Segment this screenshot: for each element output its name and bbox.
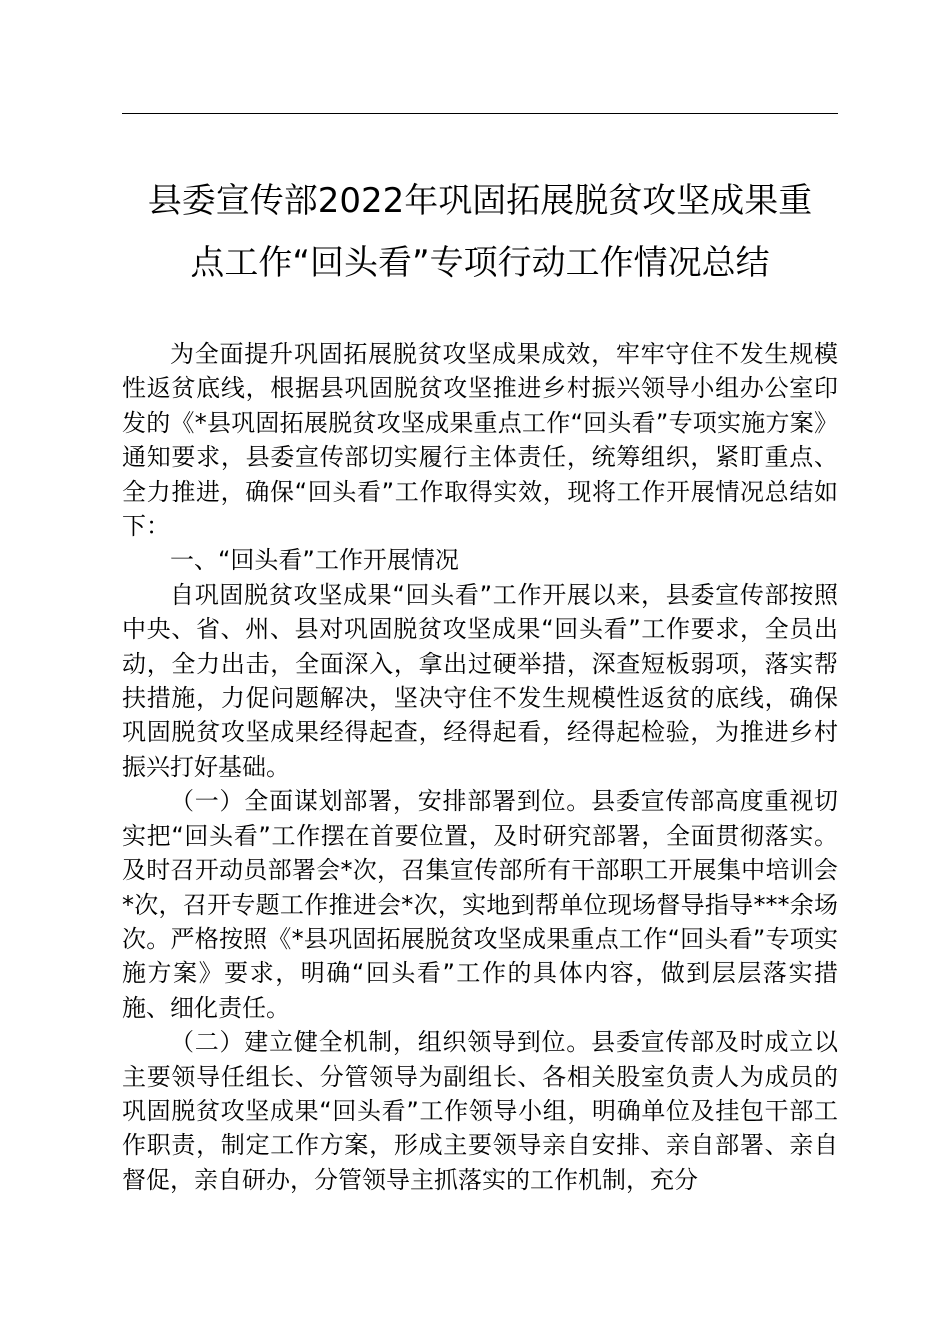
- subsection-1-paragraph: （一）全面谋划部署，安排部署到位。县委宣传部高度重视切实把“回头看”工作摆在首要位置，及时研究部署，全面贯彻落实。及时召开动员部署会*次，召集宣传部所有干部职工开展集中培训会*次，召开专题工作推进会*次，实地到帮单位现场督导指导***余场次。严格按照《*县巩固拓展脱贫攻坚成果重点工作“回头看”专项实施方案》要求，明确“回头看”工作的具体内容，做到层层落实措施、细化责任。: [122, 787, 838, 1022]
- section-heading-1: 一、“回头看”工作开展情况: [170, 546, 459, 575]
- header-rule: [122, 113, 838, 114]
- document-title: [122, 170, 838, 294]
- section-1-paragraph: 自巩固脱贫攻坚成果“回头看”工作开展以来，县委宣传部按照中央、省、州、县对巩固脱贫攻坚成果“回头看”工作要求，全员出动，全力出击，全面深入，拿出过硬举措，深查短板弱项，落实帮扶措施，力促问题解决，坚决守住不发生规模性返贫的底线，确保巩固脱贫攻坚成果经得起查，经得起看，经得起检验，为推进乡村振兴打好基础。: [122, 580, 838, 781]
- intro-paragraph: 为全面提升巩固拓展脱贫攻坚成果成效，牢牢守住不发生规模性返贫底线，根据县巩固脱贫攻坚推进乡村振兴领导小组办公室印发的《*县巩固拓展脱贫攻坚成果重点工作“回头看”专项实施方案》通知要求，县委宣传部切实履行主体责任，统筹组织，紧盯重点、全力推进，确保“回头看”工作取得实效，现将工作开展情况总结如下：: [122, 340, 838, 541]
- subsection-2-paragraph: （二）建立健全机制，组织领导到位。县委宣传部及时成立以主要领导任组长、分管领导为副组长、各相关股室负责人为成员的巩固脱贫攻坚成果“回头看”工作领导小组，明确单位及挂包干部工作职责，制定工作方案，形成主要领导亲自安排、亲自部署、亲自督促，亲自研办，分管领导主抓落实的工作机制，充分: [122, 1028, 838, 1194]
- title-line-2: 点工作“回头看”专项行动工作情况总结: [190, 243, 770, 283]
- document-body: [122, 337, 838, 1197]
- title-line-1: 县委宣传部2022年巩固拓展脱贫攻坚成果重: [147, 181, 813, 221]
